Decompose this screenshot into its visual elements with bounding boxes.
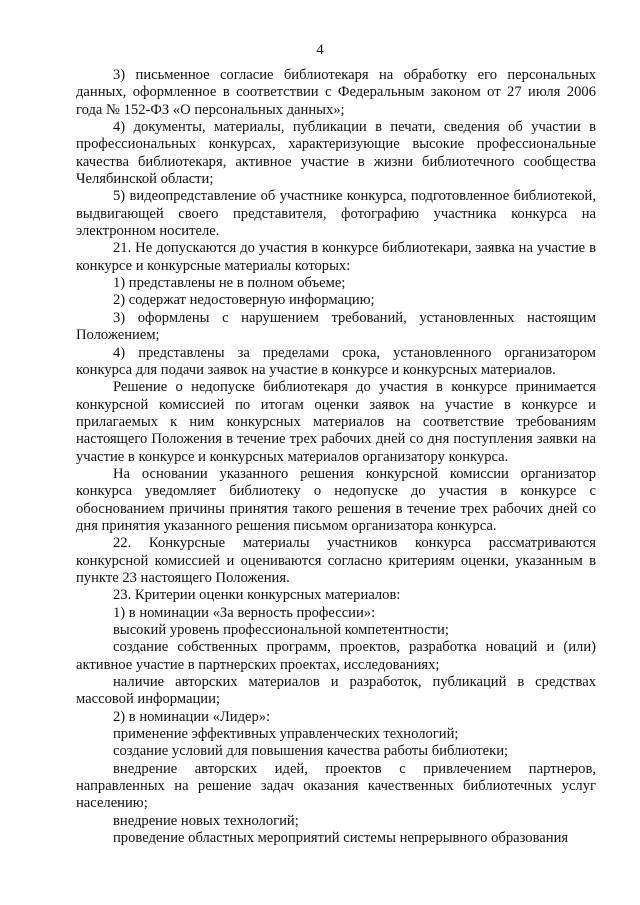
- paragraph-consent: 3) письменное согласие библиотекаря на обработку его персональных данных, оформленное в соответствии с Федеральным законом от 27 июля 2006 года № 152-ФЗ «О персональных данных»;: [76, 67, 596, 118]
- document-body: [76, 67, 596, 847]
- paragraph-criterion-programs: создание собственных программ, проектов, разработка новаций и (или) активное участие в партнерских проектах, исследованиях;: [76, 639, 596, 673]
- paragraph-item-deadline: 4) представлены за пределами срока, установленного организатором конкурса для подачи заявок на участие в конкурсе и конкурсных материалов.: [76, 344, 596, 378]
- page-number: 4: [316, 42, 324, 58]
- paragraph-item-incomplete: 1) представлены не в полном объеме;: [113, 275, 346, 292]
- paragraph-nomination-leader: 2) в номинации «Лидер»:: [113, 708, 271, 725]
- paragraph-criterion-management: применение эффективных управленческих технологий;: [113, 726, 459, 743]
- paragraph-decision: Решение о недопуске библиотекаря до участия в конкурсе принимается конкурсной комиссией по итогам оценки заявок на участие в конкурсе и прилагаемых к ним конкурсных материалов на соответствие требованиям настоящего Положения в течение трех рабочих дней со дня поступления заявки на участие в конкурсе и конкурсных материалов организатору конкурса.: [76, 379, 596, 465]
- paragraph-criterion-competence: высокий уровень профессиональной компетентности;: [113, 622, 449, 638]
- paragraph-clause-23: 23. Критерии оценки конкурсных материалов:: [113, 587, 401, 604]
- paragraph-clause-21: 21. Не допускаются до участия в конкурсе библиотекари, заявка на участие в конкурсе и конкурсные материалы которых:: [76, 240, 596, 274]
- paragraph-notification: На основании указанного решения конкурсной комиссии организатор конкурса уведомляет библиотеку о недопуске до участия в конкурсе с обоснованием причины принятия такого решения в течение трех рабочих дней со дня принятия указанного решения письмом организатора конкурса.: [76, 465, 596, 534]
- paragraph-criterion-technologies: внедрение новых технологий;: [113, 812, 299, 829]
- paragraph-item-violation: 3) оформлены с нарушением требований, установленных настоящим Положением;: [76, 309, 596, 344]
- paragraph-documents: 4) документы, материалы, публикации в печати, сведения об участии в профессиональных конкурсах, характеризующие высокие профессиональные качества библиотекаря, активное участие в жизни библиотечного сообщества Челябинской области;: [76, 119, 596, 188]
- paragraph-video: 5) видеопредставление об участнике конкурса, подготовленное библиотекой, выдвигающей своего представителя, фотографию участника конкурса на электронном носителе.: [76, 188, 596, 240]
- paragraph-nomination-loyalty: 1) в номинации «За верность профессии»:: [113, 604, 376, 621]
- paragraph-criterion-ideas: внедрение авторских идей, проектов с привлечением партнеров, направленных на решение задач оказания качественных библиотечных услуг населению;: [76, 760, 596, 812]
- paragraph-item-false-info: 2) содержат недостоверную информацию;: [113, 292, 375, 309]
- paragraph-criterion-conditions: создание условий для повышения качества работы библиотеки;: [113, 743, 509, 760]
- paragraph-criterion-publications: наличие авторских материалов и разработок, публикаций в средствах массовой информации;: [76, 674, 596, 708]
- paragraph-criterion-events: проведение областных мероприятий системы непрерывного образования: [113, 830, 569, 847]
- paragraph-clause-22: 22. Конкурсные материалы участников конкурса рассматриваются конкурсной комиссией и оцениваются согласно критериям оценки, указанным в пункте 23 настоящего Положения.: [76, 535, 596, 586]
